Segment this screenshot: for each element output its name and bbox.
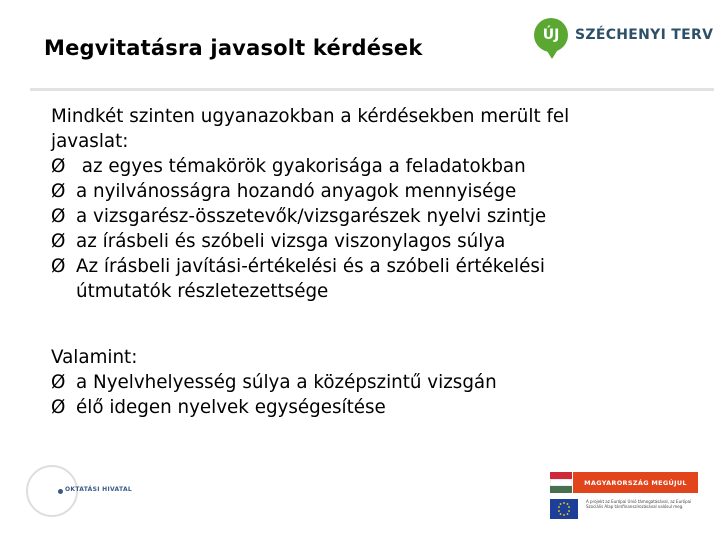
intro-text: Mindkét szinten ugyanazokban a kérdésekben merült fel javaslat: — [51, 106, 570, 152]
eu-funding-text: A projekt az Európai Unió támogatásával, az Európai Szociális Alap társfinanszírozásával valósul meg. — [586, 499, 692, 509]
list-item-text: Az írásbeli javítási-értékelési és a szóbeli értékelési útmutatók részletezettsége — [76, 256, 545, 302]
list-item-text: a vizsgarész-összetevők/vizsgarészek nyelvi szintje — [76, 206, 547, 227]
szechenyi-mark-icon: ÚJ — [534, 18, 568, 52]
page-title: Megvitatásra javasolt kérdések — [44, 36, 423, 60]
list-item — [51, 370, 651, 395]
bullet-arrow-icon: Ø — [51, 397, 66, 418]
bullet-list-1 — [51, 154, 651, 304]
bullet-arrow-icon: Ø — [51, 256, 66, 277]
list-item-text: az írásbeli és szóbeli vizsga viszonylagos súlya — [76, 231, 506, 252]
bullet-arrow-icon: Ø — [51, 372, 66, 393]
list-item — [51, 395, 651, 420]
oktatasi-hivatal-text: OKTATÁSI HIVATAL — [65, 486, 133, 493]
bullet-arrow-icon: Ø — [51, 231, 66, 252]
hungarian-flag-icon — [550, 472, 572, 493]
list-item — [51, 154, 651, 179]
list-item — [51, 254, 651, 304]
slide-body — [51, 104, 651, 420]
bullet-list-2 — [51, 370, 651, 420]
magyarorszag-megujul-banner: MAGYARORSZÁG MEGÚJUL — [573, 472, 698, 493]
bullet-arrow-icon: Ø — [51, 181, 66, 202]
szechenyi-logo-text: SZÉCHENYI TERV — [575, 27, 714, 43]
list-item-text: az egyes témakörök gyakorisága a feladatokban — [76, 156, 526, 177]
list-item-text: a nyilvánosságra hozandó anyagok mennyisége — [76, 181, 517, 202]
list-item-text: élő idegen nyelvek egységesítése — [76, 397, 386, 418]
logo-dot-icon — [58, 489, 63, 494]
oktatasi-hivatal-logo — [26, 465, 136, 519]
list-item — [51, 229, 651, 254]
list-item — [51, 179, 651, 204]
eu-flag-icon — [550, 499, 578, 519]
eu-funding-block — [550, 466, 700, 526]
bullet-arrow-icon: Ø — [51, 156, 66, 177]
list-item-text: a Nyelvhelyesség súlya a középszintű vizsgán — [76, 372, 497, 393]
list-item — [51, 204, 651, 229]
intro2-text: Valamint: — [51, 347, 138, 368]
bullet-arrow-icon: Ø — [51, 206, 66, 227]
szechenyi-terv-logo — [534, 18, 713, 52]
header-divider — [30, 88, 714, 91]
